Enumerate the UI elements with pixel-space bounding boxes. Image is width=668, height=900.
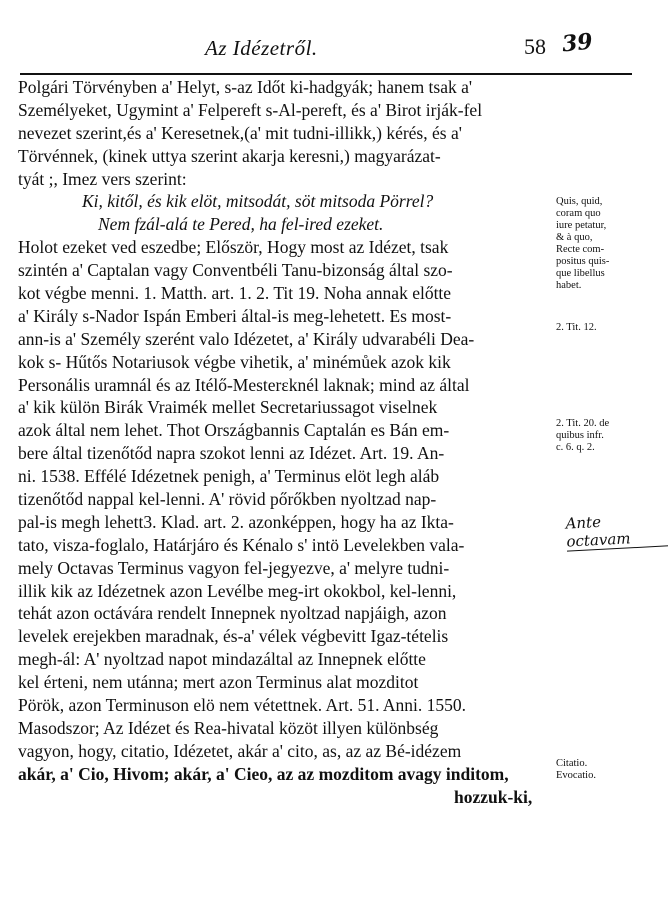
header-rule — [20, 73, 632, 75]
margin-note: Quis, quid, coram quo iure petatur, & à quo, Recte com- positus quis- que libellus habet. — [556, 196, 610, 291]
text-line: illik kik az Idézetnek azon Levélbe meg-irt okokbol, kel-lenni, — [18, 580, 457, 601]
text-line: Holot ezeket ved eszedbe; Először, Hogy most az Idézet, tsak — [18, 237, 449, 258]
text-line: megh-ál: A' nyoltzad napot mindazáltal az Innepnek előtte — [18, 649, 426, 670]
text-line: kot végbe menni. 1. Matth. art. 1. 2. Tit 19. Noha annak előtte — [18, 283, 452, 304]
text-line: pal-is megh lehett3. Klad. art. 2. azonképpen, hogy ha az Ikta- — [18, 511, 454, 532]
body-text — [18, 76, 558, 809]
margin-note: 2. Tit. 12. — [556, 322, 597, 333]
text-line: szintén a' Captalan vagy Conventbéli Tanu-bizonság által szo- — [18, 260, 453, 281]
verse-line: Nem fzál-alá te Pered, ha fel-ired ezeket. — [98, 214, 384, 235]
text-line: hozzuk-ki, — [454, 786, 533, 807]
text-line: kok s- Hűtős Notariusok végbe vihetik, a' minémůek azok kik — [18, 351, 451, 372]
text-line: Törvénnek, (kinek uttya szerint akarja keresni,) magyarázat- — [18, 145, 441, 166]
text-line: a' kik külön Birák Vraimék mellet Secretariussagot viselnek — [18, 397, 438, 418]
text-line: tato, visza-foglalo, Határjáro és Kénalo s' intö Levelekben vala- — [18, 534, 465, 555]
running-head: Az Idézetről. — [205, 36, 318, 60]
page-header — [0, 28, 668, 74]
text-line: bere által tizenőtőd napra szokot lenni az Idézet. Art. 19. An- — [18, 443, 445, 464]
text-line: tizenőtőd nappal kel-lenni. A' rövid pőrőkben nyoltzad nap- — [18, 489, 437, 510]
text-line: levelek erejekben maradnak, és-a' vélek végbevitt Igaz-tételis — [18, 626, 449, 647]
handwritten-page-number: 39 — [560, 28, 594, 58]
text-line: Personális uramnál és az Itélő-Mesterεknél laknak; mind az által — [18, 374, 470, 395]
margin-note: 2. Tit. 20. de quibus infr. c. 6. q. 2. — [556, 418, 610, 453]
text-line: ni. 1538. Effélé Idézetnek penigh, a' Terminus elöt legh aláb — [18, 466, 440, 487]
text-line: kel érteni, nem utánna; mert azon Terminus alat mozditot — [18, 672, 419, 693]
text-line: Polgári Törvényben a' Helyt, s-az Időt ki-hadgyák; hanem tsak a' — [18, 77, 473, 97]
text-line: tyát ;, Imez vers szerint: — [18, 168, 187, 189]
text-line: azok által nem lehet. Thot Országbannis Captalán es Bán em- — [18, 420, 450, 441]
text-line: a' Király s-Nador Ispán Emberi által-is meg-lehetett. Es most- — [18, 305, 452, 326]
text-line: tehát azon octávára rendelt Innepnek nyoltzad napjáigh, azon — [18, 603, 447, 624]
text-line: Masodszor; Az Idézet és Rea-hivatal közöt illyen különbség — [18, 717, 439, 738]
text-line: Személyeket, Ugymint a' Felpereft s-Al-pereft, és a' Birot irják-fel — [18, 99, 483, 120]
page-number: 58 — [524, 34, 546, 59]
margin-note: Citatio. Evocatio. — [556, 758, 596, 781]
verse-line: Ki, kitől, és kik elöt, mitsodát, söt mitsoda Pörrel? — [82, 191, 434, 212]
text-line: ann-is a' Személy szerént valo Idézetet, a' Király udvarabéli Dea- — [18, 328, 475, 349]
text-line: vagyon, hogy, citatio, Idézetet, akár a' cito, as, az az Bé-idézem — [18, 740, 462, 761]
text-line: akár, a' Cio, Hivom; akár, a' Cieo, az az mozditom avagy inditom, — [18, 763, 509, 784]
text-line: nevezet szerint,és a' Keresetnek,(a' mit tudni-illikk,) kérés, és a' — [18, 122, 462, 143]
text-line: Pörök, azon Terminuson elö nem vétettnek. Art. 51. Anni. 1550. — [18, 695, 467, 716]
text-line: mely Octavas Terminus vagyon fel-jegyezve, a' melyre tudni- — [18, 557, 450, 578]
handwritten-margin-note: Ante octavam — [565, 509, 668, 551]
